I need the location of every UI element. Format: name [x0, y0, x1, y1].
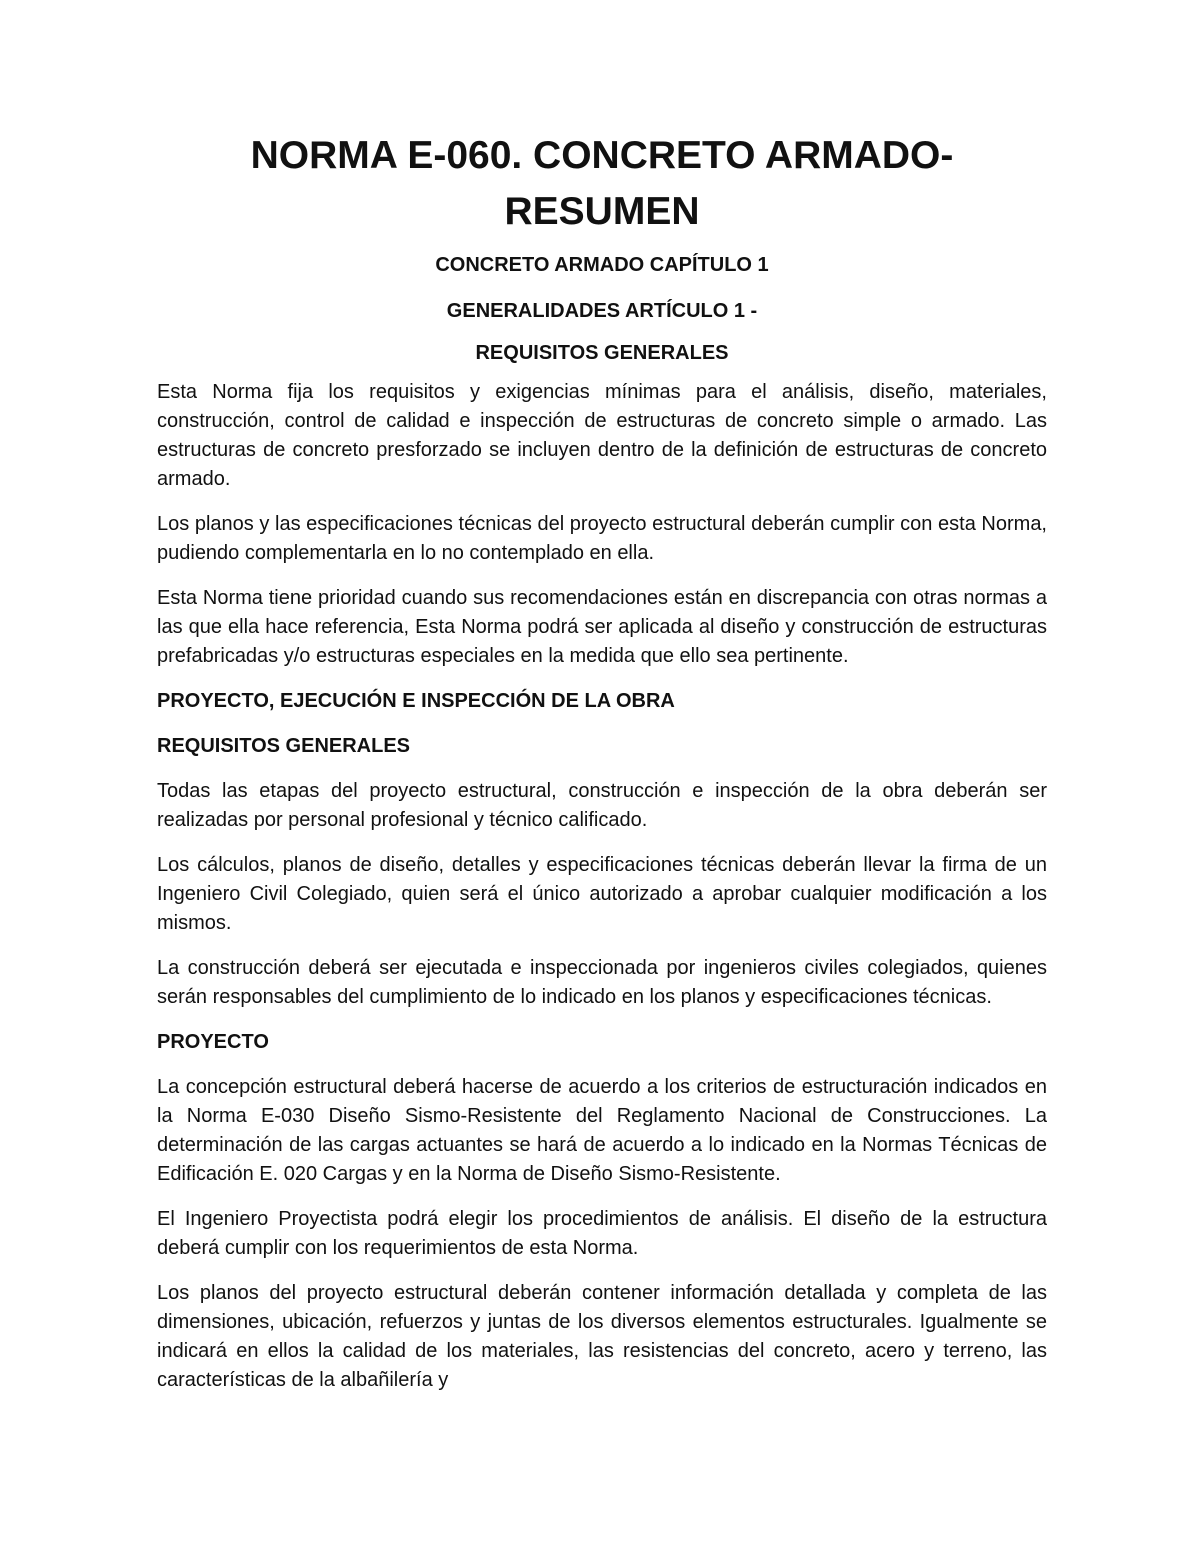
paragraph: Todas las etapas del proyecto estructural, construcción e inspección de la obra deberán ser realizadas por personal profesional y técnico calificado.	[157, 780, 1047, 831]
paragraph: El Ingeniero Proyectista podrá elegir los procedimientos de análisis. El diseño de la estructura deberá cumplir con los requerimientos de esta Norma.	[157, 1208, 1047, 1259]
paragraph: Los cálculos, planos de diseño, detalles y especificaciones técnicas deberán llevar la firma de un Ingeniero Civil Colegiado, quien será el único autorizado a aprobar cualquier modificación a los mismos.	[157, 854, 1047, 934]
document-page	[157, 128, 1047, 1395]
section-heading: PROYECTO, EJECUCIÓN E INSPECCIÓN DE LA OBRA	[157, 690, 675, 712]
paragraph: Los planos del proyecto estructural deberán contener información detallada y completa de las dimensiones, ubicación, refuerzos y juntas de los diversos elementos estructurales. Igualmente se indicará en ellos la calidad de los materiales, las resistencias del concreto, acero y terreno, las características de la albañilería y	[157, 1282, 1047, 1391]
section-heading: PROYECTO	[157, 1031, 269, 1053]
title-line-2: RESUMEN	[504, 190, 700, 233]
paragraph: Esta Norma fija los requisitos y exigencias mínimas para el análisis, diseño, materiales, construcción, control de calidad e inspección de estructuras de concreto simple o armado. Las estructuras de concreto presforzado se incluyen dentro de la definición de estructuras de concreto armado.	[157, 381, 1047, 490]
document-title	[157, 128, 1047, 240]
article-subheading: GENERALIDADES ARTÍCULO 1 -	[446, 300, 758, 322]
requirements-subheading: REQUISITOS GENERALES	[475, 342, 729, 364]
paragraph: Esta Norma tiene prioridad cuando sus recomendaciones están en discrepancia con otras normas a las que ella hace referencia, Esta Norma podrá ser aplicada al diseño y construcción de estructuras prefabricadas y/o estructuras especiales en la medida que ello sea pertinente.	[157, 587, 1047, 667]
paragraph: La concepción estructural deberá hacerse de acuerdo a los criterios de estructuración indicados en la Norma E-030 Diseño Sismo-Resistente del Reglamento Nacional de Construcciones. La determinación de las cargas actuantes se hará de acuerdo a lo indicado en la Normas Técnicas de Edificación E. 020 Cargas y en la Norma de Diseño Sismo-Resistente.	[157, 1076, 1047, 1185]
paragraph: Los planos y las especificaciones técnicas del proyecto estructural deberán cumplir con esta Norma, pudiendo complementarla en lo no contemplado en ella.	[157, 513, 1047, 564]
paragraph: La construcción deberá ser ejecutada e inspeccionada por ingenieros civiles colegiados, quienes serán responsables del cumplimiento de lo indicado en los planos y especificaciones técnicas.	[157, 957, 1047, 1008]
chapter-subheading: CONCRETO ARMADO CAPÍTULO 1	[435, 254, 769, 276]
section-heading: REQUISITOS GENERALES	[157, 735, 411, 757]
title-line-1: NORMA E-060. CONCRETO ARMADO-	[250, 134, 954, 177]
